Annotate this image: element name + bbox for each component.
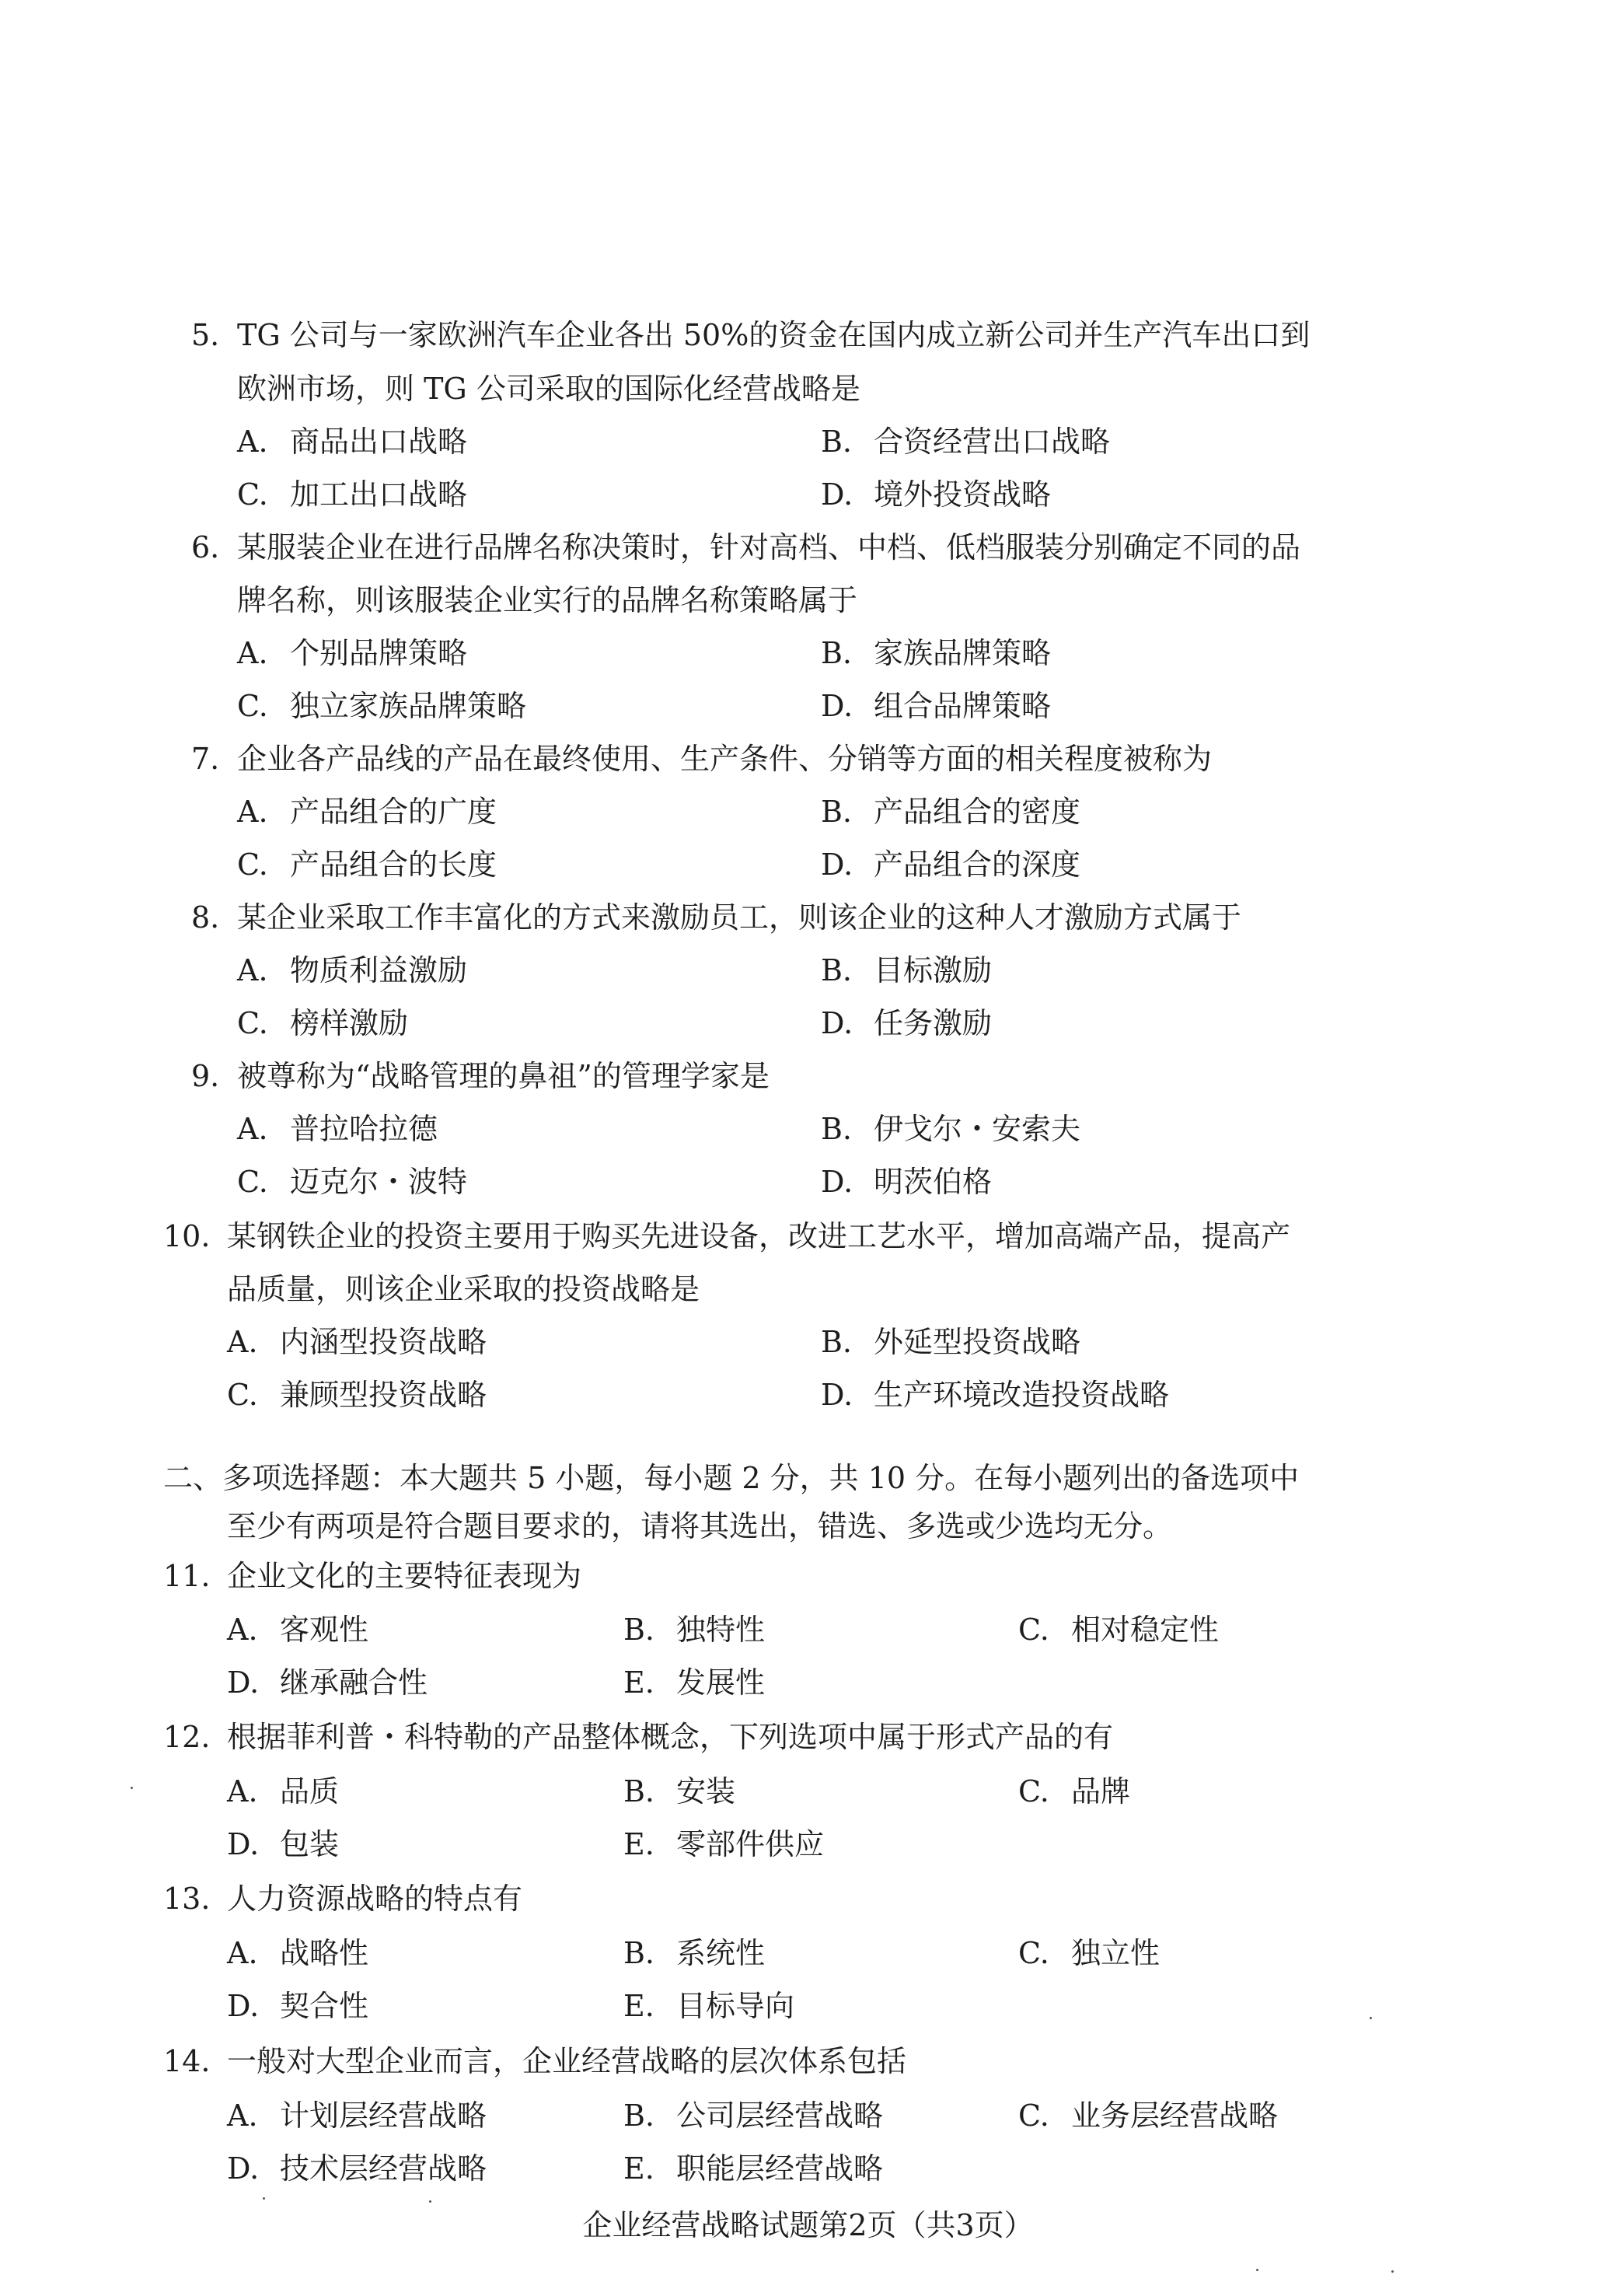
option-a: A. 物质利益激励 [237, 953, 468, 987]
question-stem: 企业各产品线的产品在最终使用、生产条件、分销等方面的相关程度被称为 [237, 742, 1213, 776]
option-b: B. 安装 [623, 1774, 736, 1808]
question-number: 6. [191, 530, 220, 564]
question-number: 13. [163, 1882, 211, 1916]
option-d: D. 包装 [227, 1827, 340, 1861]
option-c: C. 产品组合的长度 [237, 847, 497, 882]
option-b: B. 外延型投资战略 [821, 1325, 1081, 1359]
question-number: 12. [163, 1720, 211, 1754]
question-stem-continued: 牌名称，则该服装企业实行的品牌名称策略属于 [237, 583, 858, 617]
option-b: B. 合资经营出口战略 [821, 425, 1111, 459]
question-number: 5. [191, 318, 220, 352]
option-a: A. 战略性 [227, 1936, 369, 1970]
scan-speck [1256, 2269, 1258, 2271]
option-c: C. 加工出口战略 [237, 477, 468, 512]
option-a: A. 内涵型投资战略 [227, 1325, 487, 1359]
option-d: D. 技术层经营战略 [227, 2151, 487, 2186]
scan-speck [263, 2197, 265, 2200]
option-d: D. 契合性 [227, 1989, 369, 2023]
option-a: A. 个别品牌策略 [237, 636, 468, 670]
option-d: D. 境外投资战略 [821, 477, 1052, 512]
scan-speck [429, 2200, 431, 2203]
section-heading: 二、多项选择题：本大题共 5 小题，每小题 2 分，共 10 分。在每小题列出的备选项中 [163, 1461, 1300, 1495]
question-stem-continued: 欧洲市场，则 TG 公司采取的国际化经营战略是 [237, 372, 860, 406]
option-b: B. 产品组合的密度 [821, 795, 1081, 829]
option-c: C. 迈克尔・波特 [237, 1165, 468, 1199]
option-d: D. 继承融合性 [227, 1665, 428, 1700]
question-stem: 某钢铁企业的投资主要用于购买先进设备，改进工艺水平，增加高端产品，提高产 [227, 1219, 1291, 1253]
option-b: B. 伊戈尔・安索夫 [821, 1112, 1081, 1146]
question-number: 7. [191, 742, 220, 776]
question-stem: TG 公司与一家欧洲汽车企业各出 50%的资金在国内成立新公司并生产汽车出口到 [237, 318, 1311, 352]
option-a: A. 品质 [227, 1774, 340, 1808]
question-number: 11. [163, 1559, 211, 1593]
option-a: A. 普拉哈拉德 [237, 1112, 438, 1146]
option-b: B. 独特性 [623, 1613, 766, 1647]
option-b: B. 目标激励 [821, 953, 993, 987]
option-b: B. 家族品牌策略 [821, 636, 1052, 670]
question-number: 10. [163, 1219, 211, 1253]
option-e: E. 零部件供应 [623, 1827, 825, 1861]
option-a: A. 产品组合的广度 [237, 795, 497, 829]
question-stem: 被尊称为“战略管理的鼻祖”的管理学家是 [237, 1059, 770, 1093]
question-stem: 企业文化的主要特征表现为 [227, 1559, 582, 1593]
option-c: C. 独立家族品牌策略 [237, 689, 527, 723]
option-c: C. 相对稳定性 [1018, 1613, 1220, 1647]
option-c: C. 兼顾型投资战略 [227, 1378, 487, 1412]
question-stem: 一般对大型企业而言，企业经营战略的层次体系包括 [227, 2044, 907, 2078]
question-stem: 某企业采取工作丰富化的方式来激励员工，则该企业的这种人才激励方式属于 [237, 900, 1242, 935]
question-stem-continued: 品质量，则该企业采取的投资战略是 [227, 1272, 700, 1306]
question-stem: 人力资源战略的特点有 [227, 1882, 523, 1916]
option-d: D. 生产环境改造投资战略 [821, 1378, 1170, 1412]
option-e: E. 目标导向 [623, 1989, 795, 2023]
section-heading-continued: 至少有两项是符合题目要求的，请将其选出，错选、多选或少选均无分。 [227, 1509, 1173, 1543]
option-a: A. 商品出口战略 [237, 425, 468, 459]
question-number: 9. [191, 1059, 220, 1093]
option-c: C. 独立性 [1018, 1936, 1161, 1970]
scan-speck [1391, 2270, 1394, 2273]
question-stem: 根据菲利普・科特勒的产品整体概念，下列选项中属于形式产品的有 [227, 1720, 1114, 1754]
option-b: B. 公司层经营战略 [623, 2099, 884, 2133]
option-c: C. 榜样激励 [237, 1006, 409, 1040]
option-d: D. 产品组合的深度 [821, 847, 1081, 882]
option-e: E. 发展性 [623, 1665, 766, 1700]
option-b: B. 系统性 [623, 1936, 766, 1970]
option-a: A. 客观性 [227, 1613, 369, 1647]
option-c: C. 品牌 [1018, 1774, 1131, 1808]
option-e: E. 职能层经营战略 [623, 2151, 884, 2186]
option-d: D. 任务激励 [821, 1006, 993, 1040]
option-d: D. 组合品牌策略 [821, 689, 1052, 723]
option-a: A. 计划层经营战略 [227, 2099, 487, 2133]
option-c: C. 业务层经营战略 [1018, 2099, 1279, 2133]
question-number: 14. [163, 2044, 211, 2078]
scan-speck [131, 1787, 133, 1789]
scan-speck [1370, 2017, 1372, 2019]
option-d: D. 明茨伯格 [821, 1165, 993, 1199]
question-stem: 某服装企业在进行品牌名称决策时，针对高档、中档、低档服装分别确定不同的品 [237, 530, 1301, 564]
page-footer: 企业经营战略试题第2页（共3页） [582, 2208, 1034, 2242]
question-number: 8. [191, 900, 220, 935]
